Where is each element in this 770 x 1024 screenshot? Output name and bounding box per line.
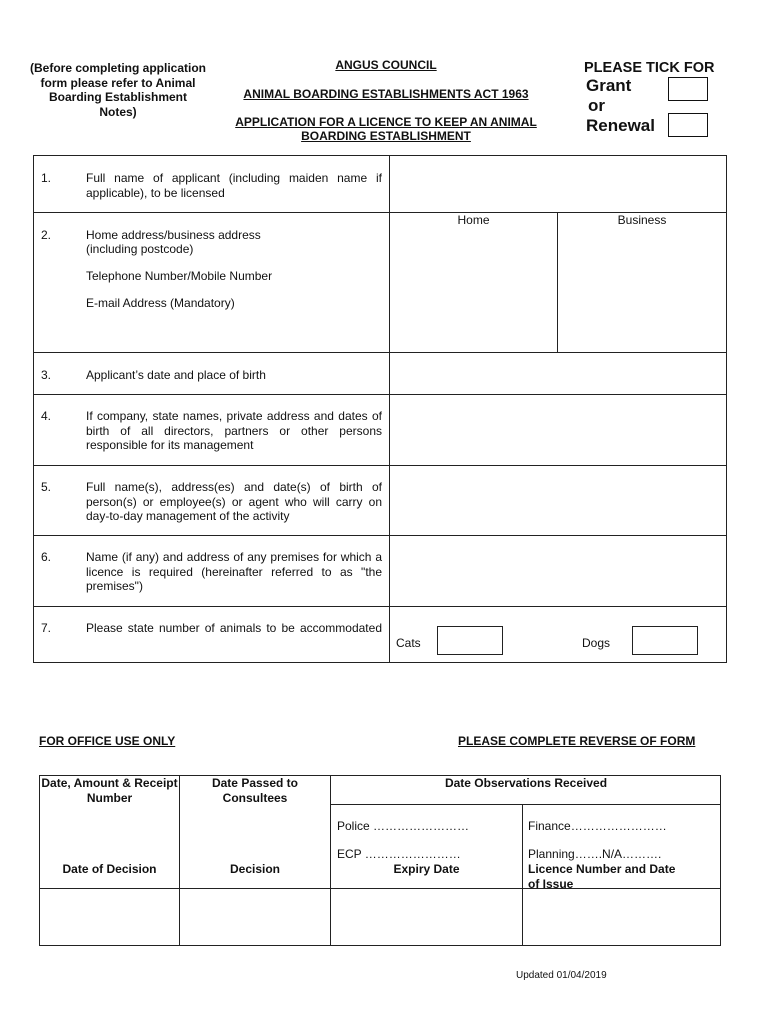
office-use-heading: FOR OFFICE USE ONLY [39, 734, 176, 748]
answer-1-field[interactable] [390, 156, 726, 212]
grant-label: Grant [586, 76, 632, 95]
reference-note: (Before completing application form please refer to Animal Boarding Establishment Notes) [30, 61, 207, 119]
grant-checkbox[interactable] [668, 77, 708, 101]
application-title: APPLICATION FOR A LICENCE TO KEEP AN ANIMAL BOARDING ESTABLISHMENT [235, 115, 537, 143]
finance-observation: Finance…………………… [528, 819, 667, 833]
decision-header: Decision [229, 862, 280, 876]
planning-observation: Planning…….N/A………. [528, 847, 662, 861]
question-number: 4. [41, 409, 52, 423]
home-column-label: Home [457, 213, 490, 227]
question-number: 7. [41, 621, 52, 635]
complete-reverse-note: PLEASE COMPLETE REVERSE OF FORM [458, 734, 696, 748]
tick-for-label: PLEASE TICK FOR [584, 60, 715, 76]
decision-date-header: Date of Decision [62, 862, 157, 876]
dogs-label: Dogs [582, 636, 611, 650]
question-number: 5. [41, 480, 52, 494]
question-5-text: Full name(s), address(es) and date(s) of birth of person(s) or employee(s) or agent who will carry on day-to-day management of the activity [86, 480, 382, 523]
home-address-field[interactable] [390, 228, 557, 352]
or-label: or [588, 96, 605, 115]
cats-label: Cats [396, 636, 421, 650]
question-number: 2. [41, 228, 52, 242]
dogs-count-field[interactable] [632, 626, 698, 655]
office-col-divider [522, 804, 523, 946]
question-7-text: Please state number of animals to be accommodated [86, 621, 382, 635]
question-2-address: Home address/business address (including postcode) [86, 228, 261, 256]
question-number: 6. [41, 550, 52, 564]
answer-6-field[interactable] [390, 536, 726, 606]
act-title: ANIMAL BOARDING ESTABLISHMENTS ACT 1963 [243, 87, 529, 101]
police-observation: Police …………………… [337, 819, 470, 833]
question-2-email: E-mail Address (Mandatory) [86, 296, 235, 310]
question-4-text: If company, state names, private address and dates of birth of all directors, partners or other persons responsible for its management [86, 409, 382, 452]
office-col-divider [330, 775, 331, 946]
answer-4-field[interactable] [390, 395, 726, 465]
renewal-label: Renewal [586, 116, 655, 135]
council-name: ANGUS COUNCIL [335, 58, 437, 72]
consultees-header: Date Passed to Consultees [211, 776, 299, 805]
updated-date: Updated 01/04/2019 [516, 970, 607, 981]
business-column-label: Business [617, 213, 667, 227]
receipt-header: Date, Amount & Receipt Number [41, 776, 178, 805]
row-divider [33, 606, 727, 607]
renewal-checkbox[interactable] [668, 113, 708, 137]
question-1-text: Full name of applicant (including maiden name if applicable), to be licensed [86, 171, 382, 200]
expiry-header: Expiry Date [393, 862, 460, 876]
answer-5-field[interactable] [390, 466, 726, 535]
question-number: 1. [41, 171, 52, 185]
business-address-field[interactable] [558, 228, 726, 352]
licence-header: Licence Number and Date of Issue [528, 862, 676, 891]
question-2-phone: Telephone Number/Mobile Number [86, 269, 273, 283]
office-row-divider [330, 804, 721, 805]
answer-3-field[interactable] [390, 353, 726, 394]
question-number: 3. [41, 368, 52, 382]
question-3-text: Applicant’s date and place of birth [86, 368, 266, 382]
cats-count-field[interactable] [437, 626, 503, 655]
ecp-observation: ECP …………………… [337, 847, 461, 861]
question-6-text: Name (if any) and address of any premises for which a licence is required (hereinafter referred to as "the premises") [86, 550, 382, 593]
observations-header: Date Observations Received [444, 776, 608, 790]
